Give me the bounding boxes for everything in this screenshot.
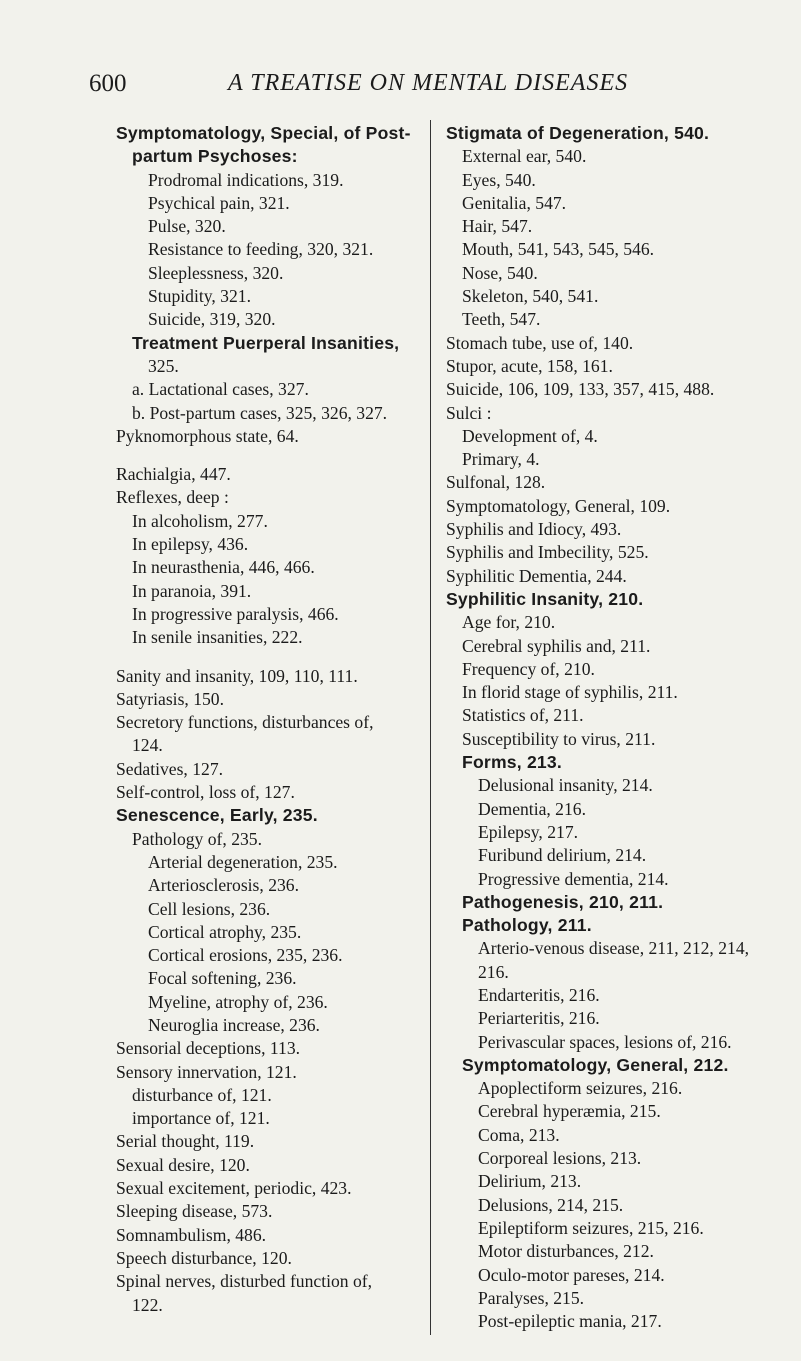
index-entry: Periarteritis, 216. <box>478 1008 600 1029</box>
index-entry: Sexual desire, 120. <box>116 1154 250 1175</box>
index-entry: Progressive dementia, 214. <box>478 868 669 889</box>
index-entry: Frequency of, 210. <box>462 658 595 679</box>
index-entry: Furibund delirium, 214. <box>478 845 647 866</box>
index-entry: Syphilitic Dementia, 244. <box>446 565 627 586</box>
index-entry: Myeline, atrophy of, 236. <box>148 991 328 1012</box>
column-divider <box>430 120 431 1335</box>
index-entry: 216. <box>478 961 509 982</box>
index-entry: Suicide, 106, 109, 133, 357, 415, 488. <box>446 379 715 400</box>
index-entry: Suicide, 319, 320. <box>148 309 276 330</box>
index-entry: Psychical pain, 321. <box>148 192 290 213</box>
index-entry: Arterio-venous disease, 211, 212, 214, <box>478 938 750 959</box>
index-column-right <box>446 122 766 1333</box>
index-heading: Pathology, 211. <box>462 915 592 936</box>
index-entry: 124. <box>132 735 163 756</box>
index-entry: Oculo-motor pareses, 214. <box>478 1264 665 1285</box>
index-entry: Hair, 547. <box>462 216 533 237</box>
index-entry: In florid stage of syphilis, 211. <box>462 682 678 703</box>
index-entry: Cell lesions, 236. <box>148 898 271 919</box>
index-entry: Statistics of, 211. <box>462 705 584 726</box>
index-entry: In alcoholism, 277. <box>132 510 268 531</box>
page-number: 600 <box>89 70 127 97</box>
index-entry: Sensorial deceptions, 113. <box>116 1038 301 1059</box>
index-entry: Sleeplessness, 320. <box>148 262 284 283</box>
index-entry: Somnambulism, 486. <box>116 1224 267 1245</box>
index-entry: Pyknomorphous state, 64. <box>116 425 299 446</box>
index-entry: Teeth, 547. <box>462 309 541 330</box>
index-entry: Cortical erosions, 235, 236. <box>148 945 343 966</box>
index-entry: In epilepsy, 436. <box>132 534 249 555</box>
index-entry: Eyes, 540. <box>462 169 536 190</box>
index-entry: Skeleton, 540, 541. <box>462 286 599 307</box>
index-entry: External ear, 540. <box>462 146 587 167</box>
index-entry: Development of, 4. <box>462 425 598 446</box>
index-entry: Motor disturbances, 212. <box>478 1241 654 1262</box>
index-entry: Sulfonal, 128. <box>446 472 546 493</box>
index-heading: partum Psychoses: <box>132 146 298 167</box>
index-entry: Epileptiform seizures, 215, 216. <box>478 1217 704 1238</box>
index-entry: Cortical atrophy, 235. <box>148 921 302 942</box>
index-entry: Delusions, 214, 215. <box>478 1194 624 1215</box>
index-entry: Stupidity, 321. <box>148 286 251 307</box>
index-entry: importance of, 121. <box>132 1108 270 1129</box>
index-entry: Paralyses, 215. <box>478 1287 585 1308</box>
index-entry: Susceptibility to virus, 211. <box>462 728 656 749</box>
index-entry: Spinal nerves, disturbed function of, <box>116 1271 373 1292</box>
index-entry: In neurasthenia, 446, 466. <box>132 557 315 578</box>
index-entry: Satyriasis, 150. <box>116 688 225 709</box>
index-heading: Syphilitic Insanity, 210. <box>446 588 644 609</box>
index-entry: Pathology of, 235. <box>132 828 262 849</box>
index-heading: Stigmata of Degeneration, 540. <box>446 123 710 143</box>
index-entry: Mouth, 541, 543, 545, 546. <box>462 239 655 260</box>
page-header <box>0 70 801 106</box>
index-entry: Primary, 4. <box>462 449 540 470</box>
index-entry: Stupor, acute, 158, 161. <box>446 355 613 376</box>
index-entry: Stomach tube, use of, 140. <box>446 332 634 353</box>
index-heading: Symptomatology, General, 212. <box>462 1054 729 1075</box>
index-entry: Sensory innervation, 121. <box>116 1061 297 1082</box>
index-entry: Genitalia, 547. <box>462 192 567 213</box>
index-entry: Serial thought, 119. <box>116 1131 255 1152</box>
index-entry: Rachialgia, 447. <box>116 464 231 485</box>
index-entry: Coma, 213. <box>478 1124 560 1145</box>
index-entry: In senile insanities, 222. <box>132 627 303 648</box>
index-column-left <box>116 122 436 1317</box>
index-heading: Pathogenesis, 210, 211. <box>462 891 664 912</box>
index-heading: Forms, 213. <box>462 752 562 773</box>
index-entry: In progressive paralysis, 466. <box>132 603 339 624</box>
index-entry: Arterial degeneration, 235. <box>148 851 338 872</box>
index-entry: Delusional insanity, 214. <box>478 775 653 796</box>
section-gap <box>116 650 436 665</box>
index-entry: disturbance of, 121. <box>132 1084 272 1105</box>
index-entry: In paranoia, 391. <box>132 580 252 601</box>
index-entry: Age for, 210. <box>462 612 556 633</box>
index-heading: Treatment Puerperal Insanities, <box>132 332 400 353</box>
index-entry: Sanity and insanity, 109, 110, 111. <box>116 665 358 686</box>
index-entry: Syphilis and Imbecility, 525. <box>446 542 649 563</box>
index-entry: Cerebral syphilis and, 211. <box>462 635 651 656</box>
index-heading: Senescence, Early, 235. <box>116 805 318 826</box>
index-entry: Sleeping disease, 573. <box>116 1201 273 1222</box>
index-entry: Epilepsy, 217. <box>478 821 579 842</box>
running-title: A TREATISE ON MENTAL DISEASES <box>228 70 629 96</box>
index-entry: Apoplectiform seizures, 216. <box>478 1078 683 1099</box>
section-gap <box>116 448 436 463</box>
index-entry: Delirium, 213. <box>478 1171 582 1192</box>
index-entry: Pulse, 320. <box>148 216 226 237</box>
index-entry: Cerebral hyperæmia, 215. <box>478 1101 661 1122</box>
index-entry: Neuroglia increase, 236. <box>148 1014 320 1035</box>
index-entry: Speech disturbance, 120. <box>116 1247 292 1268</box>
index-entry: b. Post-partum cases, 325, 326, 327. <box>132 402 388 423</box>
index-entry: Sulci : <box>446 402 492 423</box>
index-entry: Reflexes, deep : <box>116 487 229 508</box>
index-entry: Dementia, 216. <box>478 798 586 819</box>
index-entry: Perivascular spaces, lesions of, 216. <box>478 1031 732 1052</box>
index-entry: Corporeal lesions, 213. <box>478 1148 642 1169</box>
index-entry: Arteriosclerosis, 236. <box>148 875 299 896</box>
index-entry: Endarteritis, 216. <box>478 984 600 1005</box>
index-heading: Symptomatology, Special, of Post- <box>116 123 411 143</box>
index-entry: Self-control, loss of, 127. <box>116 782 295 803</box>
index-entry: 325. <box>148 355 179 376</box>
index-entry: 122. <box>132 1294 163 1315</box>
index-entry: Nose, 540. <box>462 262 538 283</box>
index-entry: Symptomatology, General, 109. <box>446 495 671 516</box>
index-entry: Sexual excitement, periodic, 423. <box>116 1178 352 1199</box>
index-entry: Sedatives, 127. <box>116 758 224 779</box>
index-entry: Post-epileptic mania, 217. <box>478 1311 662 1332</box>
index-entry: Syphilis and Idiocy, 493. <box>446 519 622 540</box>
index-entry: a. Lactational cases, 327. <box>132 379 309 400</box>
index-entry: Focal softening, 236. <box>148 968 297 989</box>
index-entry: Resistance to feeding, 320, 321. <box>148 239 374 260</box>
index-entry: Prodromal indications, 319. <box>148 169 344 190</box>
index-entry: Secretory functions, disturbances of, <box>116 712 374 733</box>
